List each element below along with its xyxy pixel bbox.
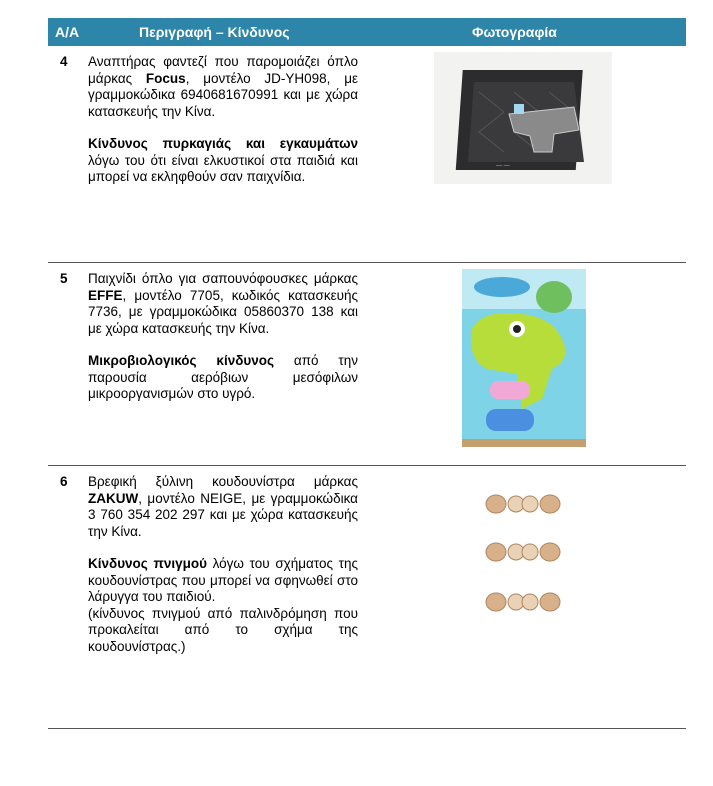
risk-description: Μικροβιολογικός κίνδυνος από την παρουσία αερόβιων μεσόφιλων μικροοργανισμών στο υγρό. bbox=[88, 353, 358, 401]
header-description: Περιγραφή – Κίνδυνος bbox=[139, 24, 290, 40]
table-header bbox=[48, 18, 686, 46]
row-number: 5 bbox=[60, 271, 68, 286]
product-description: Βρεφική ξύλινη κουδουνίστρα μάρκας ZAKUW, μοντέλο NEIGE, με γραμμοκώδικα 3 760 354 202 297 και με χώρα κατασκευής την Κίνα. bbox=[88, 474, 358, 539]
header-num: Α/Α bbox=[55, 24, 80, 40]
row-number: 4 bbox=[60, 54, 68, 69]
product-table bbox=[48, 18, 686, 729]
risk-description: Κίνδυνος πνιγμού λόγω του σχήματος της κουδουνίστρας που μπορεί να σφηνωθεί στο λάρυγγα του παιδιού. bbox=[88, 556, 358, 604]
risk-description: Κίνδυνος πυρκαγιάς και εγκαυμάτων λόγω του ότι είναι ελκυστικοί στα παιδιά και μπορεί να εκληφθούν σαν παιχνίδια. bbox=[88, 136, 358, 184]
row-number: 6 bbox=[60, 474, 68, 489]
row-description bbox=[88, 54, 358, 202]
table-row bbox=[48, 466, 686, 729]
risk-note: (κίνδυνος πνιγμού από παλινδρόμηση που προκαλείται από το σχήμα της κουδουνίστρας.) bbox=[88, 605, 358, 654]
header-photo: Φωτογραφία bbox=[472, 24, 557, 40]
product-description: Παιχνίδι όπλο για σαπουνόφουσκες μάρκας EFFE, μοντέλο 7705, κωδικός κατασκευής 7736, με γραμμοκώδικα 05860370 138 και με χώρα κατασκευής την Κίνα. bbox=[88, 271, 358, 336]
rattle-photo bbox=[484, 492, 564, 627]
table-row bbox=[48, 263, 686, 466]
lighter-photo bbox=[434, 52, 612, 189]
product-description: Αναπτήρας φαντεζί που παρομοιάζει όπλο μάρκας Focus, μοντέλο JD-YH098, με γραμμοκώδικα 6940681670991 και με χώρα κατασκευής την Κίνα. bbox=[88, 54, 358, 119]
row-description bbox=[88, 271, 358, 419]
row-description bbox=[88, 474, 358, 671]
svg-text:— —: — — bbox=[496, 163, 510, 169]
bubble-gun-photo bbox=[462, 269, 586, 452]
table-row bbox=[48, 46, 686, 263]
